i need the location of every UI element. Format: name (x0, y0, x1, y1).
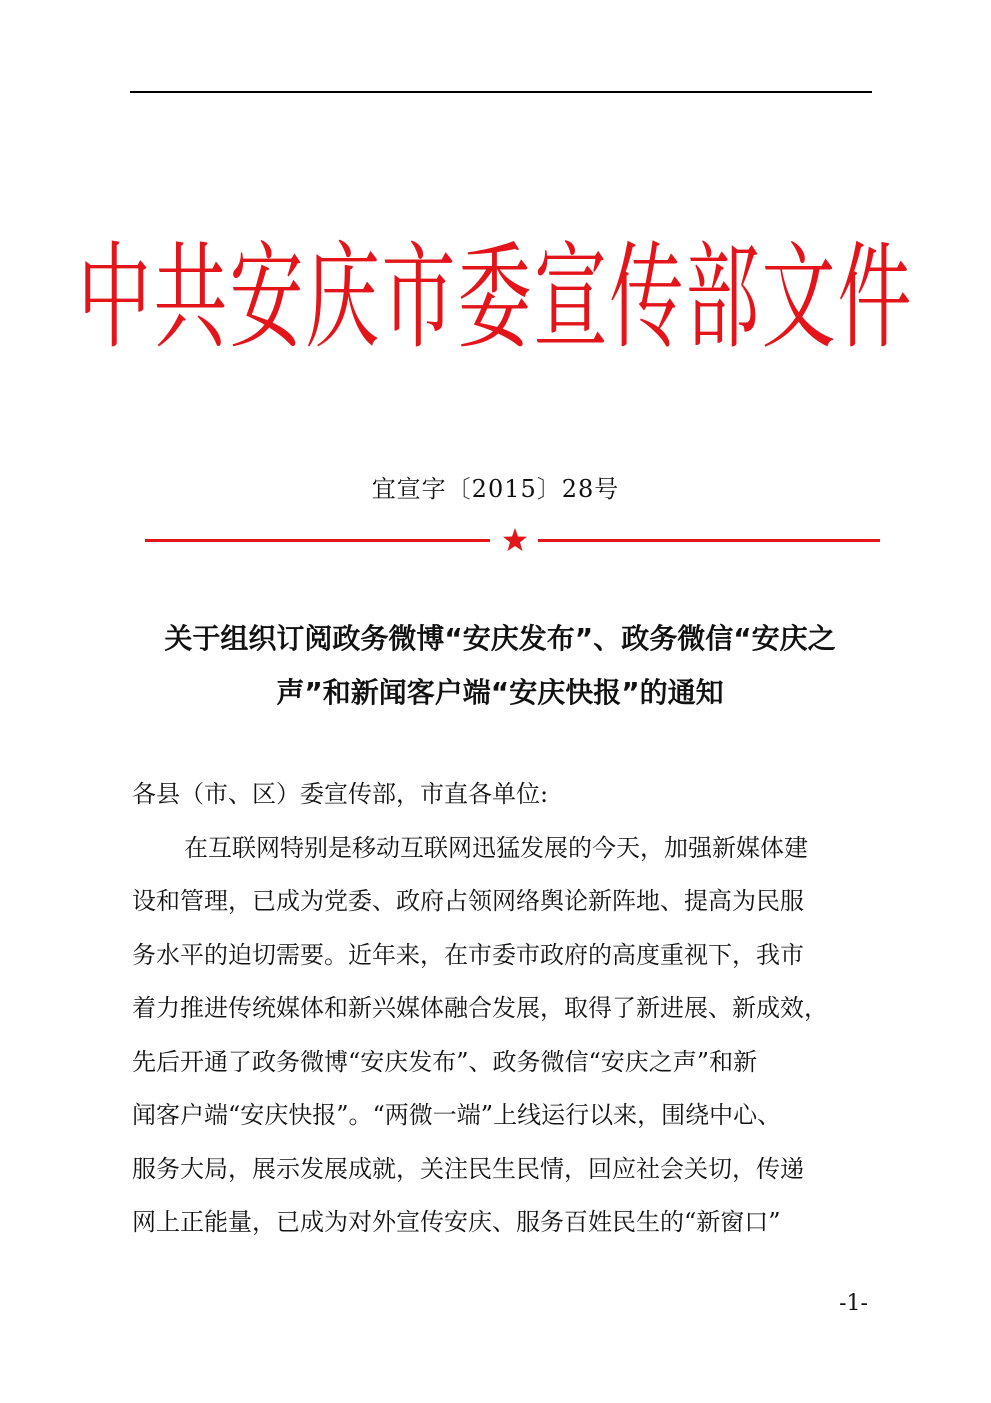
star-icon (502, 527, 528, 553)
red-divider-right (538, 539, 880, 542)
masthead-title (0, 228, 991, 368)
paragraph-line: 服务大局，展示发展成就，关注民生民情，回应社会关切，传递 (132, 1154, 804, 1183)
paragraph-line: 闻客户端“安庆快报”。“两微一端”上线运行以来，围绕中心、 (132, 1101, 782, 1129)
paragraph-line: 着力推进传统媒体和新兴媒体融合发展，取得了新进展、新成效， (132, 994, 828, 1022)
document-number: 宜宣字〔2015〕28号 (371, 475, 620, 503)
paragraph-line: 设和管理，已成为党委、政府占领网络舆论新阵地、提高为民服 (132, 887, 804, 915)
masthead-text: 中共安庆市委宣传部文件 (77, 231, 914, 365)
paragraph-line: 网上正能量，已成为对外宣传安庆、服务百姓民生的“新窗口” (132, 1208, 781, 1236)
document-body (132, 768, 872, 1250)
top-rule (130, 91, 872, 93)
notice-title (110, 612, 890, 720)
page-number: -1- (839, 1291, 868, 1316)
title-line: 关于组织订阅政务微博“安庆发布”、政务微信“安庆之 (164, 622, 836, 655)
salutation: 各县（市、区）委宣传部，市直各单位: (132, 780, 549, 808)
title-line: 声”和新闻客户端“安庆快报”的通知 (276, 676, 724, 709)
paragraph-line: 务水平的迫切需要。近年来，在市委市政府的高度重视下，我市 (132, 940, 804, 969)
paragraph-line: 先后开通了政务微博“安庆发布”、政务微信“安庆之声”和新 (132, 1047, 758, 1076)
red-divider-left (145, 539, 490, 542)
paragraph-line: 在互联网特别是移动互联网迅猛发展的今天，加强新媒体建 (184, 833, 808, 862)
